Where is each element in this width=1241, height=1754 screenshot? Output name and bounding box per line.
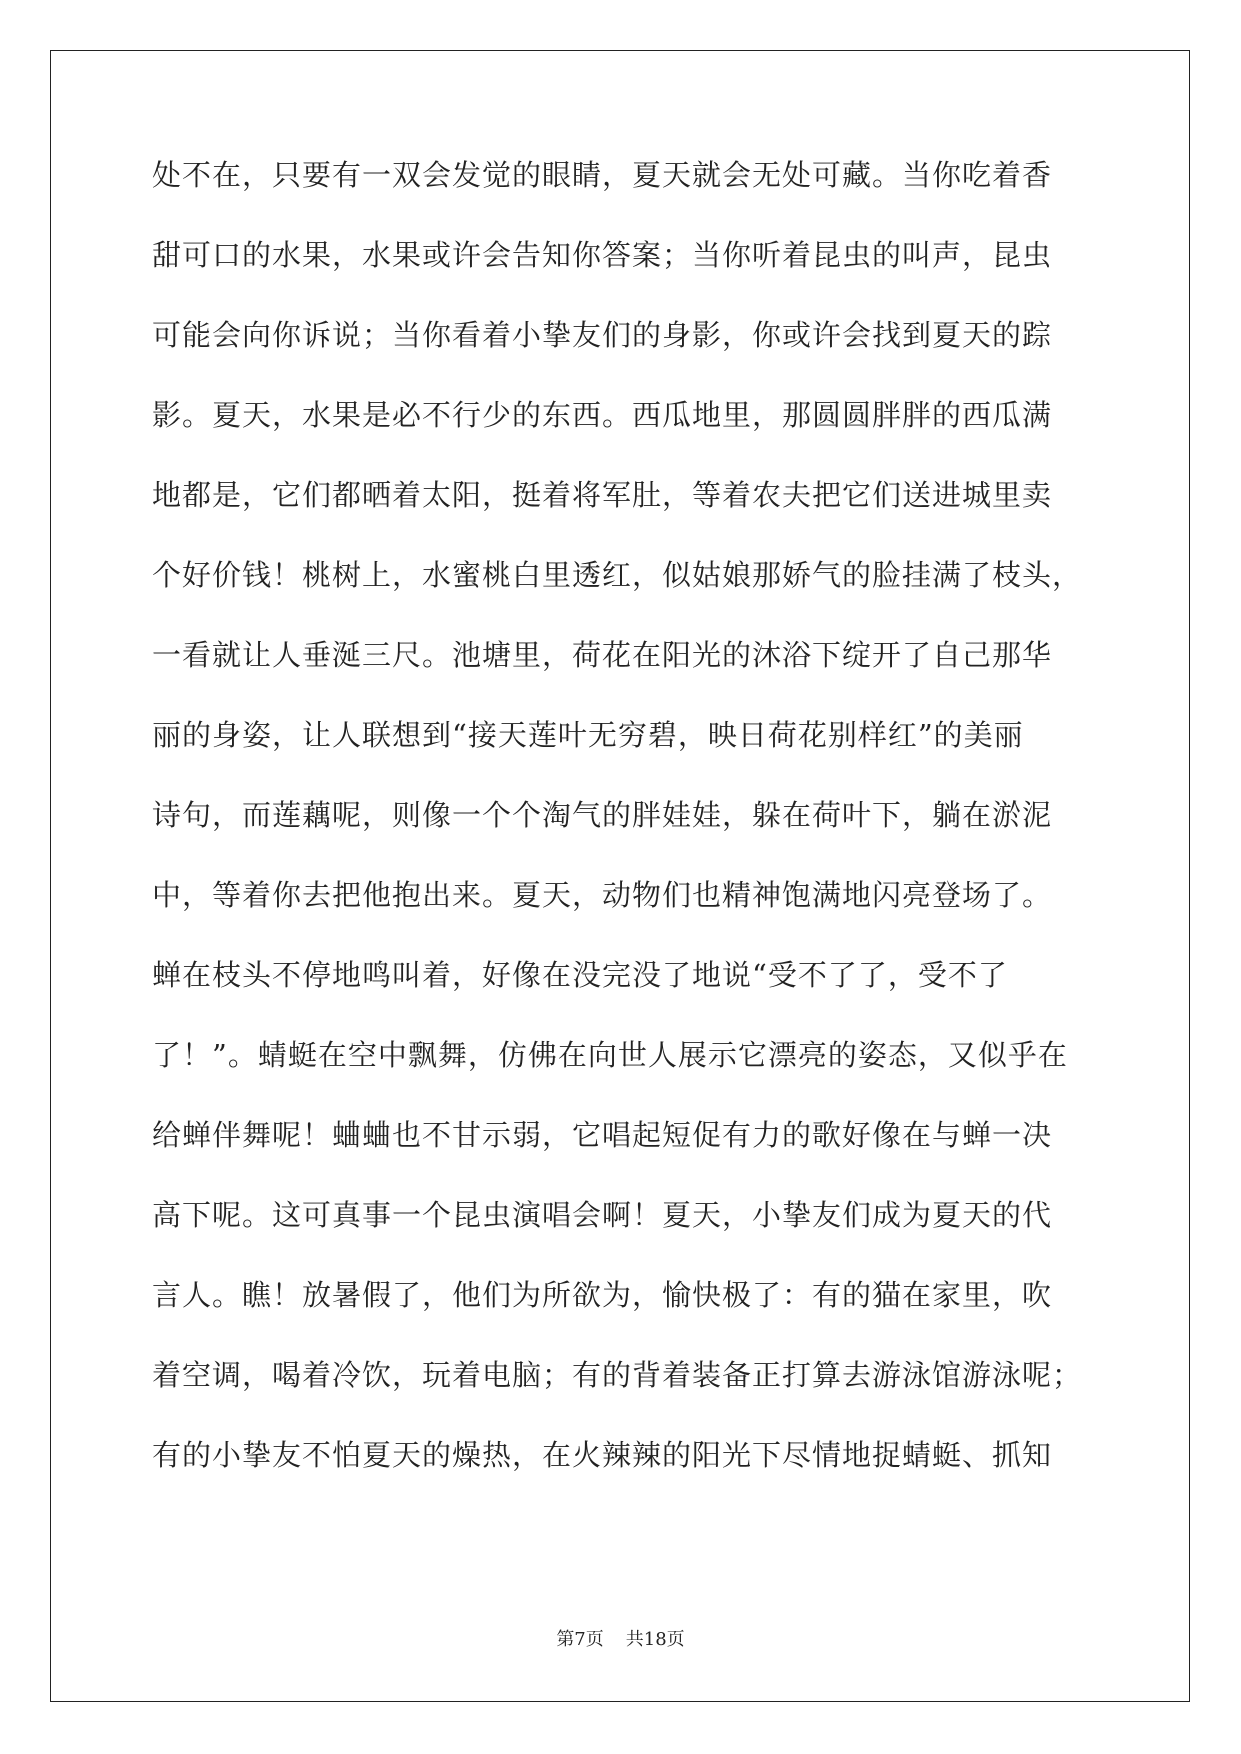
text-line: 可能会向你诉说；当你看着小挚友们的身影，你或许会找到夏天的踪 — [152, 318, 1053, 352]
text-line: 诗句，而莲藕呢，则像一个个淘气的胖娃娃，躲在荷叶下，躺在淤泥 — [152, 798, 1053, 832]
text-line: 地都是，它们都晒着太阳，挺着将军肚，等着农夫把它们送进城里卖 — [152, 478, 1053, 512]
text-line: 处不在，只要有一双会发觉的眼睛，夏天就会无处可藏。当你吃着香 — [152, 158, 1053, 192]
text-line: 着空调，喝着冷饮，玩着电脑；有的背着装备正打算去游泳馆游泳呢； — [152, 1358, 1083, 1392]
page-footer — [0, 1628, 1241, 1652]
text-line: 给蝉伴舞呢！蛐蛐也不甘示弱，它唱起短促有力的歌好像在与蝉一决 — [152, 1118, 1053, 1152]
text-line: 一看就让人垂涎三尺。池塘里，荷花在阳光的沐浴下绽开了自己那华 — [152, 638, 1053, 672]
text-line: 丽的身姿，让人联想到“接天莲叶无穷碧，映日荷花别样红”的美丽 — [152, 718, 1024, 752]
body-text — [152, 155, 1092, 1515]
text-line: 个好价钱！桃树上，水蜜桃白里透红，似姑娘那娇气的脸挂满了枝头， — [152, 558, 1083, 592]
page-number: 第7页 — [556, 1629, 604, 1650]
text-line: 了！”。蜻蜓在空中飘舞，仿佛在向世人展示它漂亮的姿态，又似乎在 — [152, 1038, 1068, 1072]
text-line: 有的小挚友不怕夏天的燥热，在火辣辣的阳光下尽情地捉蜻蜓、抓知 — [152, 1438, 1053, 1472]
text-line: 高下呢。这可真事一个昆虫演唱会啊！夏天，小挚友们成为夏天的代 — [152, 1198, 1053, 1232]
text-line: 中，等着你去把他抱出来。夏天，动物们也精神饱满地闪亮登场了。 — [152, 878, 1053, 912]
text-line: 甜可口的水果，水果或许会告知你答案；当你听着昆虫的叫声，昆虫 — [152, 238, 1053, 272]
text-line: 影。夏天，水果是必不行少的东西。西瓜地里，那圆圆胖胖的西瓜满 — [152, 398, 1053, 432]
text-line: 言人。瞧！放暑假了，他们为所欲为，愉快极了：有的猫在家里，吹 — [152, 1278, 1053, 1312]
page-total: 共18页 — [625, 1629, 685, 1650]
text-line: 蝉在枝头不停地鸣叫着，好像在没完没了地说“受不了了，受不了 — [152, 958, 1008, 992]
